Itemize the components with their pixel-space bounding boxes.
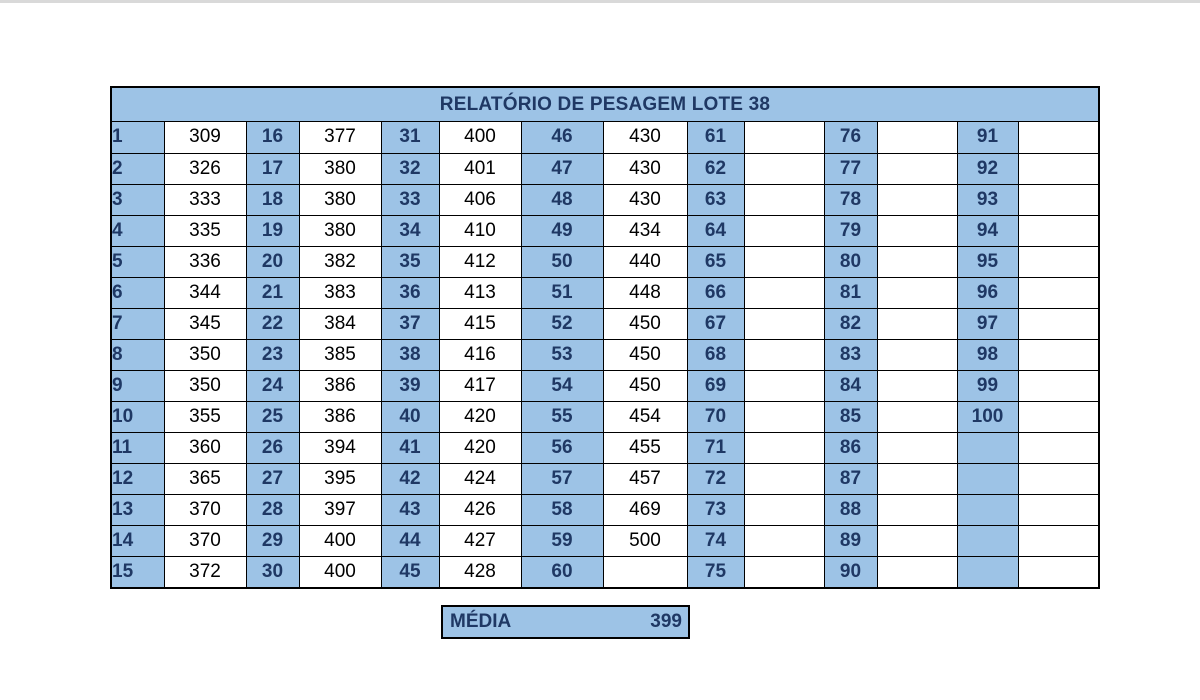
animal-number-cell: 49 [521, 215, 603, 246]
animal-number-cell: 4 [112, 215, 164, 246]
weight-cell [877, 432, 957, 463]
animal-number-cell: 27 [246, 463, 299, 494]
weight-cell: 345 [164, 308, 246, 339]
weight-cell: 335 [164, 215, 246, 246]
weight-cell [1018, 215, 1098, 246]
weight-cell: 395 [299, 463, 381, 494]
weight-cell: 410 [439, 215, 521, 246]
animal-number-cell: 7 [112, 308, 164, 339]
animal-number-cell [957, 525, 1018, 556]
animal-number-cell: 41 [381, 432, 439, 463]
animal-number-cell: 92 [957, 153, 1018, 184]
animal-number-cell: 69 [687, 370, 744, 401]
weight-cell [1018, 122, 1098, 153]
animal-number-cell: 51 [521, 277, 603, 308]
weight-cell: 430 [603, 153, 687, 184]
weight-cell [744, 370, 824, 401]
animal-number-cell: 44 [381, 525, 439, 556]
weight-cell: 365 [164, 463, 246, 494]
weight-cell [877, 525, 957, 556]
weight-cell [877, 122, 957, 153]
weight-cell: 450 [603, 308, 687, 339]
animal-number-cell: 83 [824, 339, 877, 370]
weight-cell: 430 [603, 122, 687, 153]
animal-number-cell: 82 [824, 308, 877, 339]
animal-number-cell: 70 [687, 401, 744, 432]
weight-cell [877, 308, 957, 339]
weight-cell: 350 [164, 370, 246, 401]
weight-cell: 372 [164, 556, 246, 587]
animal-number-cell: 81 [824, 277, 877, 308]
weight-cell: 336 [164, 246, 246, 277]
weight-cell [1018, 184, 1098, 215]
weight-cell [877, 556, 957, 587]
weight-cell [877, 339, 957, 370]
animal-number-cell: 66 [687, 277, 744, 308]
weight-cell [1018, 494, 1098, 525]
table-row [112, 494, 1098, 525]
weight-cell: 420 [439, 432, 521, 463]
weight-cell [744, 432, 824, 463]
weight-cell [744, 401, 824, 432]
weight-cell [1018, 370, 1098, 401]
animal-number-cell: 98 [957, 339, 1018, 370]
weight-cell [1018, 556, 1098, 587]
weight-cell [877, 246, 957, 277]
table-row [112, 370, 1098, 401]
animal-number-cell: 36 [381, 277, 439, 308]
animal-number-cell: 26 [246, 432, 299, 463]
animal-number-cell: 78 [824, 184, 877, 215]
weight-cell: 417 [439, 370, 521, 401]
animal-number-cell: 45 [381, 556, 439, 587]
weight-cell [603, 556, 687, 587]
animal-number-cell: 76 [824, 122, 877, 153]
weight-cell: 377 [299, 122, 381, 153]
weight-cell [1018, 339, 1098, 370]
animal-number-cell: 32 [381, 153, 439, 184]
weight-cell [744, 246, 824, 277]
weight-cell: 380 [299, 153, 381, 184]
average-label: MÉDIA [450, 611, 512, 632]
animal-number-cell: 87 [824, 463, 877, 494]
weight-cell [744, 525, 824, 556]
animal-number-cell: 43 [381, 494, 439, 525]
animal-number-cell: 90 [824, 556, 877, 587]
animal-number-cell: 19 [246, 215, 299, 246]
weight-cell [1018, 463, 1098, 494]
animal-number-cell: 55 [521, 401, 603, 432]
animal-number-cell: 1 [112, 122, 164, 153]
animal-number-cell: 34 [381, 215, 439, 246]
animal-number-cell: 75 [687, 556, 744, 587]
animal-number-cell: 18 [246, 184, 299, 215]
animal-number-cell: 63 [687, 184, 744, 215]
animal-number-cell: 72 [687, 463, 744, 494]
weight-cell [1018, 153, 1098, 184]
animal-number-cell: 61 [687, 122, 744, 153]
animal-number-cell: 11 [112, 432, 164, 463]
animal-number-cell: 94 [957, 215, 1018, 246]
weight-cell [877, 184, 957, 215]
weight-cell: 384 [299, 308, 381, 339]
weight-cell [877, 215, 957, 246]
animal-number-cell: 62 [687, 153, 744, 184]
weight-cell [744, 463, 824, 494]
weight-cell: 500 [603, 525, 687, 556]
table-row [112, 153, 1098, 184]
animal-number-cell: 86 [824, 432, 877, 463]
weight-cell [1018, 525, 1098, 556]
weight-cell: 382 [299, 246, 381, 277]
animal-number-cell: 99 [957, 370, 1018, 401]
table-row [112, 277, 1098, 308]
report-title: RELATÓRIO DE PESAGEM LOTE 38 [112, 88, 1098, 122]
weight-cell: 424 [439, 463, 521, 494]
weight-cell: 380 [299, 184, 381, 215]
weight-cell: 406 [439, 184, 521, 215]
animal-number-cell: 100 [957, 401, 1018, 432]
weight-cell: 455 [603, 432, 687, 463]
weight-cell: 457 [603, 463, 687, 494]
weight-cell [744, 277, 824, 308]
weight-cell [744, 556, 824, 587]
animal-number-cell: 40 [381, 401, 439, 432]
animal-number-cell: 37 [381, 308, 439, 339]
table-row [112, 401, 1098, 432]
animal-number-cell [957, 463, 1018, 494]
animal-number-cell: 67 [687, 308, 744, 339]
table-row [112, 525, 1098, 556]
animal-number-cell: 80 [824, 246, 877, 277]
animal-number-cell: 58 [521, 494, 603, 525]
weight-cell: 355 [164, 401, 246, 432]
animal-number-cell: 30 [246, 556, 299, 587]
weight-cell: 469 [603, 494, 687, 525]
animal-number-cell [957, 432, 1018, 463]
animal-number-cell: 91 [957, 122, 1018, 153]
weighing-table [112, 122, 1098, 587]
animal-number-cell: 17 [246, 153, 299, 184]
animal-number-cell: 2 [112, 153, 164, 184]
weight-cell [744, 153, 824, 184]
animal-number-cell: 25 [246, 401, 299, 432]
weight-cell: 400 [439, 122, 521, 153]
animal-number-cell: 28 [246, 494, 299, 525]
weight-cell: 450 [603, 370, 687, 401]
weight-cell: 370 [164, 525, 246, 556]
weight-cell [877, 401, 957, 432]
weight-cell: 434 [603, 215, 687, 246]
weight-cell: 416 [439, 339, 521, 370]
animal-number-cell: 23 [246, 339, 299, 370]
animal-number-cell: 12 [112, 463, 164, 494]
animal-number-cell: 13 [112, 494, 164, 525]
weight-cell [744, 215, 824, 246]
weight-cell [877, 277, 957, 308]
animal-number-cell: 6 [112, 277, 164, 308]
animal-number-cell: 33 [381, 184, 439, 215]
weight-cell: 350 [164, 339, 246, 370]
animal-number-cell: 16 [246, 122, 299, 153]
table-row [112, 122, 1098, 153]
animal-number-cell: 89 [824, 525, 877, 556]
animal-number-cell: 20 [246, 246, 299, 277]
animal-number-cell [957, 494, 1018, 525]
weight-cell [744, 184, 824, 215]
animal-number-cell: 52 [521, 308, 603, 339]
top-divider [0, 0, 1200, 3]
animal-number-cell: 68 [687, 339, 744, 370]
animal-number-cell: 47 [521, 153, 603, 184]
weight-cell: 385 [299, 339, 381, 370]
weight-cell: 440 [603, 246, 687, 277]
weight-cell [1018, 308, 1098, 339]
table-row [112, 339, 1098, 370]
weight-cell: 448 [603, 277, 687, 308]
weight-cell [877, 463, 957, 494]
animal-number-cell: 93 [957, 184, 1018, 215]
weight-cell [1018, 246, 1098, 277]
weight-cell [877, 153, 957, 184]
table-row [112, 184, 1098, 215]
weight-cell: 344 [164, 277, 246, 308]
animal-number-cell: 8 [112, 339, 164, 370]
weight-cell: 428 [439, 556, 521, 587]
weight-cell [744, 122, 824, 153]
animal-number-cell: 95 [957, 246, 1018, 277]
animal-number-cell: 54 [521, 370, 603, 401]
weight-cell: 397 [299, 494, 381, 525]
animal-number-cell: 46 [521, 122, 603, 153]
weight-cell: 420 [439, 401, 521, 432]
average-box [441, 605, 690, 639]
table-row [112, 463, 1098, 494]
weight-cell [1018, 432, 1098, 463]
animal-number-cell: 65 [687, 246, 744, 277]
animal-number-cell: 96 [957, 277, 1018, 308]
weight-cell: 415 [439, 308, 521, 339]
animal-number-cell: 88 [824, 494, 877, 525]
animal-number-cell: 57 [521, 463, 603, 494]
weight-cell: 450 [603, 339, 687, 370]
animal-number-cell: 48 [521, 184, 603, 215]
weight-cell: 427 [439, 525, 521, 556]
weight-cell: 413 [439, 277, 521, 308]
animal-number-cell: 71 [687, 432, 744, 463]
weight-cell: 386 [299, 370, 381, 401]
weight-cell [877, 370, 957, 401]
animal-number-cell: 38 [381, 339, 439, 370]
animal-number-cell: 5 [112, 246, 164, 277]
animal-number-cell: 29 [246, 525, 299, 556]
animal-number-cell: 42 [381, 463, 439, 494]
weight-cell: 360 [164, 432, 246, 463]
animal-number-cell: 64 [687, 215, 744, 246]
animal-number-cell: 39 [381, 370, 439, 401]
animal-number-cell: 56 [521, 432, 603, 463]
table-row [112, 215, 1098, 246]
table-row [112, 432, 1098, 463]
animal-number-cell: 22 [246, 308, 299, 339]
average-value: 399 [650, 611, 682, 632]
weight-cell: 430 [603, 184, 687, 215]
animal-number-cell: 35 [381, 246, 439, 277]
weight-cell [877, 494, 957, 525]
animal-number-cell: 10 [112, 401, 164, 432]
weight-cell: 383 [299, 277, 381, 308]
table-row [112, 556, 1098, 587]
animal-number-cell: 77 [824, 153, 877, 184]
animal-number-cell: 24 [246, 370, 299, 401]
animal-number-cell: 59 [521, 525, 603, 556]
animal-number-cell: 31 [381, 122, 439, 153]
animal-number-cell: 50 [521, 246, 603, 277]
weight-cell: 370 [164, 494, 246, 525]
animal-number-cell: 3 [112, 184, 164, 215]
animal-number-cell: 97 [957, 308, 1018, 339]
animal-number-cell: 73 [687, 494, 744, 525]
weight-cell: 326 [164, 153, 246, 184]
animal-number-cell: 85 [824, 401, 877, 432]
weight-cell: 426 [439, 494, 521, 525]
weight-cell: 454 [603, 401, 687, 432]
animal-number-cell: 53 [521, 339, 603, 370]
weight-cell: 401 [439, 153, 521, 184]
animal-number-cell: 79 [824, 215, 877, 246]
weight-cell: 380 [299, 215, 381, 246]
animal-number-cell: 84 [824, 370, 877, 401]
weight-cell: 333 [164, 184, 246, 215]
animal-number-cell: 21 [246, 277, 299, 308]
table-row [112, 246, 1098, 277]
weight-cell [744, 339, 824, 370]
weight-cell [744, 308, 824, 339]
animal-number-cell [957, 556, 1018, 587]
weight-cell [744, 494, 824, 525]
animal-number-cell: 60 [521, 556, 603, 587]
weight-cell [1018, 401, 1098, 432]
weight-cell: 412 [439, 246, 521, 277]
weight-cell: 309 [164, 122, 246, 153]
animal-number-cell: 9 [112, 370, 164, 401]
animal-number-cell: 14 [112, 525, 164, 556]
weight-cell [1018, 277, 1098, 308]
weight-cell: 394 [299, 432, 381, 463]
weighing-report-sheet [110, 86, 1100, 589]
animal-number-cell: 15 [112, 556, 164, 587]
weight-cell: 400 [299, 525, 381, 556]
weight-cell: 386 [299, 401, 381, 432]
weight-cell: 400 [299, 556, 381, 587]
animal-number-cell: 74 [687, 525, 744, 556]
table-row [112, 308, 1098, 339]
